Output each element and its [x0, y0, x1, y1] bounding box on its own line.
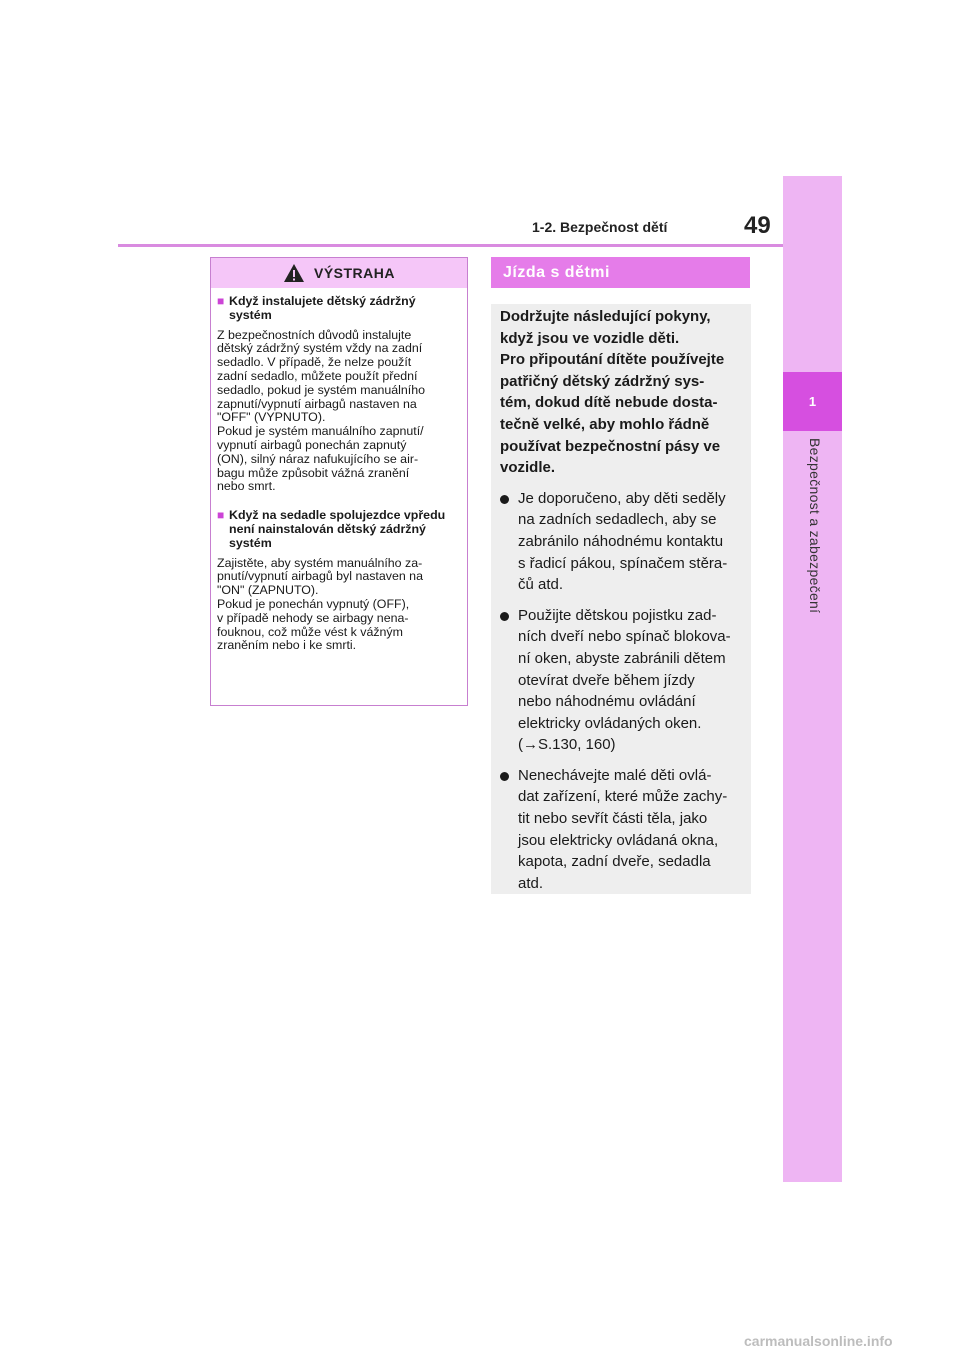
square-marker-icon: ■ — [217, 294, 225, 308]
warning-title: VÝSTRAHA — [313, 265, 395, 281]
info-intro: Dodržujte následující pokyny, když jsou ve vozidle děti. Pro připoutání dítěte používejte patřičný dětský zádržný sys- tém, dokud dítě nebude dosta- tečně velké, aby mohlo řádně používat bezpečnostní pásy ve vozidle. — [500, 308, 725, 477]
warning-header — [211, 258, 467, 288]
list-item — [500, 488, 745, 596]
warning-section-heading: ■ Když na sedadle spolujezdce vpředu není nainstalován dětský zádržný systém — [217, 508, 446, 550]
warning-section-heading: ■ Když instalujete dětský zádržný systém — [217, 294, 416, 322]
bullet-dot-icon — [500, 765, 518, 895]
list-item — [500, 605, 745, 756]
info-title: Jízda s dětmi — [503, 263, 610, 281]
bullet-dot-icon — [500, 605, 518, 756]
list-item-text: Je doporučeno, aby děti seděly na zadních sedadlech, aby se zabránilo náhodnému kontaktu s řadicí pákou, spínačem stěra- čů atd. — [518, 489, 728, 594]
section-title: 1-2. Bezpečnost dětí — [532, 219, 668, 235]
warning-triangle-icon — [283, 263, 305, 283]
list-item — [500, 765, 745, 895]
chapter-side-tab — [783, 176, 842, 1182]
page-number: 49 — [744, 212, 771, 239]
watermark: carmanualsonline.info — [744, 1333, 893, 1349]
chapter-number-tab[interactable] — [783, 372, 842, 431]
warning-section-text: Zajistěte, aby systém manuálního za- pnutí/vypnutí airbagů byl nastaven na "ON" (ZAPNUTO). Pokud je ponechán vypnutý (OFF), v případě nehody se airbagy nena- fouknou, což může vést k vážným zraněním nebo i ke smrti. — [217, 555, 423, 653]
chapter-number: 1 — [808, 394, 817, 409]
list-item-text: Použijte dětskou pojistku zad- ních dveří nebo spínač blokova- ní oken, abyste zabránili dětem otevírat dveře během jízdy nebo náhodnému ovládání elektricky ovládaných oken. (→S.130, 160) — [518, 606, 731, 754]
square-marker-icon: ■ — [217, 508, 225, 523]
chapter-title-vertical: Bezpečnost a zabezpečení — [807, 438, 823, 614]
warning-body — [211, 288, 467, 653]
bullet-dot-icon — [500, 488, 518, 596]
list-item-text: Nenechávejte malé děti ovlá- dat zařízení, které může zachy- tit nebo sevřít části těla, jako jsou elektricky ovládaná okna, kapota, zadní dveře, sedadla atd. — [518, 766, 728, 892]
info-title-bar — [491, 257, 750, 288]
header-divider — [118, 244, 783, 247]
info-box — [491, 304, 751, 894]
warning-section-text: Z bezpečnostních důvodů instalujte dětský zádržný systém vždy na zadní sedadlo. V případě, že nelze použít zadní sedadlo, můžete použít přední sedadlo, pokud je systém manuálního zapnutí/vypnutí airbagů nastaven na "OFF" (VYPNUTO). Pokud je systém manuálního zapnutí/ vypnutí airbagů ponechán zapnutý (ON), silný náraz nafukujícího se air- bagu může způsobit vážná zranění nebo smrt. — [217, 327, 426, 494]
warning-box — [210, 257, 468, 706]
